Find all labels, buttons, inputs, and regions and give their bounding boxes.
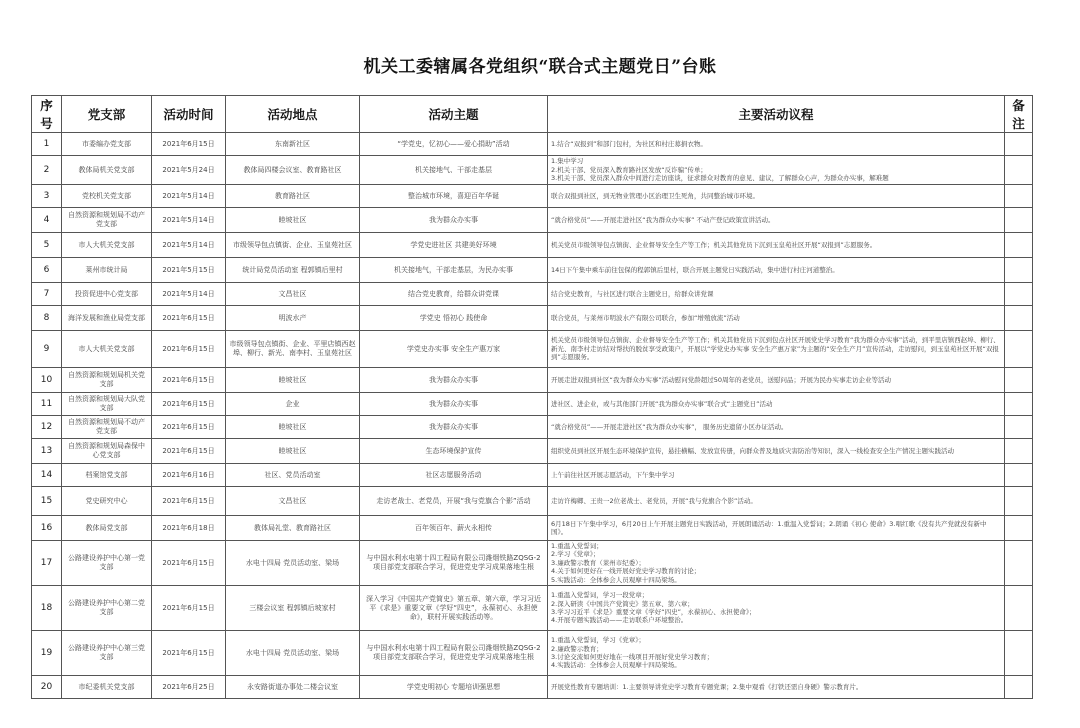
agenda-line: 1.重温入党誓词，学习《党章》；: [551, 636, 645, 645]
cell-agenda: [548, 676, 1005, 699]
cell-branch: 教体局党支部: [62, 516, 152, 541]
cell-agenda: [548, 586, 1005, 631]
cell-theme: 学党史明初心 专题培训强思想: [360, 676, 548, 699]
cell-agenda: [548, 331, 1005, 368]
agenda-line: 组织党员到社区开展生态环境保护宣传，悬挂横幅、发放宣传册，向群众普及地质灾害防治等知识，深入一线检查安全生产情况主题实践活动: [551, 446, 954, 455]
cell-theme: 机关接地气、干部走基层: [360, 156, 548, 185]
cell-remark: [1005, 331, 1033, 368]
cell-place: 明波水产: [226, 306, 360, 331]
cell-branch: 自然资源和规划局不动产党支部: [62, 208, 152, 233]
cell-time: 2021年6月15日: [152, 331, 226, 368]
cell-remark: [1005, 283, 1033, 306]
cell-remark: [1005, 133, 1033, 156]
cell-branch: 海洋发展和渔业局党支部: [62, 306, 152, 331]
agenda-line: 5.实践活动：全体参会人员观摩十四局梁场。: [551, 575, 681, 584]
cell-seq: 14: [32, 464, 62, 487]
agenda-line: 1.结合“双报到”和部门包村，为社区和村庄募捐衣物。: [551, 139, 707, 148]
agenda-line: 3.机关干部、党员深入群众中间进行走访座谈，征求群众对教育的意见、建议，了解群众心声，为群众办实事，解难题: [551, 174, 889, 183]
table-row: [32, 306, 1033, 331]
cell-theme: 学党史办实事 安全生产惠万家: [360, 331, 548, 368]
cell-theme: 我为群众办实事: [360, 393, 548, 416]
page-title: 机关工委辖属各党组织“联合式主题党日”台账: [363, 57, 717, 77]
cell-remark: [1005, 306, 1033, 331]
cell-remark: [1005, 541, 1033, 586]
cell-agenda: [548, 258, 1005, 283]
cell-remark: [1005, 156, 1033, 185]
agenda-line: 2.深入研读《中国共产党简史》第五章、第六章；: [551, 599, 694, 608]
cell-remark: [1005, 393, 1033, 416]
cell-branch: 投资促进中心党支部: [62, 283, 152, 306]
cell-agenda: [548, 631, 1005, 676]
cell-place: 睦坡社区: [226, 208, 360, 233]
cell-time: 2021年6月15日: [152, 586, 226, 631]
table-row: [32, 541, 1033, 586]
agenda-line: “就合格党员”——开展走进社区“我为群众办实事”， 服务历史遗留小区办证活动。: [551, 422, 788, 431]
agenda-line: 进社区、进企业，或与其他部门开展“我为群众办实事”联合式“主题党日”活动: [551, 399, 773, 408]
cell-theme: 学党史进社区 共建美好环境: [360, 233, 548, 258]
ledger-table: [31, 95, 1033, 699]
cell-seq: 3: [32, 185, 62, 208]
cell-time: 2021年6月18日: [152, 516, 226, 541]
table-row: [32, 393, 1033, 416]
cell-time: 2021年5月24日: [152, 156, 226, 185]
cell-theme: 生态环境保护宣传: [360, 439, 548, 464]
cell-place: 统计局党员活动室 程郭镇后里村: [226, 258, 360, 283]
cell-seq: 6: [32, 258, 62, 283]
cell-time: 2021年5月14日: [152, 233, 226, 258]
cell-seq: 17: [32, 541, 62, 586]
cell-time: 2021年5月14日: [152, 283, 226, 306]
cell-agenda: [548, 393, 1005, 416]
cell-place: 市级领导包点镇街、企业、玉皇苑社区: [226, 233, 360, 258]
cell-place: 文昌社区: [226, 283, 360, 306]
header-remark: 备注: [1005, 96, 1033, 133]
table-row: [32, 439, 1033, 464]
cell-time: 2021年5月14日: [152, 185, 226, 208]
cell-seq: 8: [32, 306, 62, 331]
cell-agenda: [548, 439, 1005, 464]
cell-remark: [1005, 464, 1033, 487]
cell-theme: 机关接地气，干部走基层，为民办实事: [360, 258, 548, 283]
cell-seq: 9: [32, 331, 62, 368]
cell-branch: 市纪委机关党支部: [62, 676, 152, 699]
cell-seq: 20: [32, 676, 62, 699]
cell-place: 三楼会议室 程郭镇后坡家村: [226, 586, 360, 631]
cell-agenda: [548, 541, 1005, 586]
cell-theme: 深入学习《中国共产党简史》第五章、第六章，学习习近平《求是》重要文章《学好“四史”，永葆初心、永担使命》，联村开展实践活动等。: [360, 586, 548, 631]
cell-seq: 16: [32, 516, 62, 541]
agenda-line: 6月18日下午集中学习，6月20日上午开展主题党日实践活动，开展朗诵活动：1.重温入党誓词；2.朗诵《初心 使命》3.唱红歌《没有共产党就没有新中国》。: [551, 519, 987, 536]
cell-time: 2021年6月15日: [152, 541, 226, 586]
cell-remark: [1005, 439, 1033, 464]
agenda-line: 4.实践活动：全体参会人员观摩十四局梁场。: [551, 661, 681, 670]
header-place: 活动地点: [226, 96, 360, 133]
table-row: [32, 258, 1033, 283]
agenda-line: 联合双报到社区，到无物业管理小区治理卫生死角，共同整治城市环境。: [551, 191, 759, 200]
cell-branch: 莱州市统计局: [62, 258, 152, 283]
cell-place: 社区、党员活动室: [226, 464, 360, 487]
cell-theme: 社区志愿服务活动: [360, 464, 548, 487]
cell-seq: 5: [32, 233, 62, 258]
cell-remark: [1005, 676, 1033, 699]
cell-theme: 我为群众办实事: [360, 368, 548, 393]
cell-remark: [1005, 487, 1033, 516]
cell-theme: “学党史，忆初心——爱心捐助”活动: [360, 133, 548, 156]
cell-time: 2021年6月15日: [152, 133, 226, 156]
agenda-line: 2.机关干部、党员深入教育路社区发放“反诈骗”传单；: [551, 165, 707, 174]
cell-place: 水电十四局 党员活动室、梁场: [226, 631, 360, 676]
agenda-line: 3.学习习近平《求是》重要文章《学好“四史”，永葆初心、永担使命》；: [551, 608, 756, 616]
agenda-line: 2.廉政警示教育；: [551, 644, 603, 653]
cell-branch: 公路建设养护中心第一党支部: [62, 541, 152, 586]
cell-seq: 1: [32, 133, 62, 156]
cell-theme: 结合党史教育，给群众讲党课: [360, 283, 548, 306]
cell-agenda: [548, 233, 1005, 258]
table-row: [32, 676, 1033, 699]
agenda-line: 开展党性教育专题培训：1.主要领导讲党史学习教育专题党课；2.集中观看《打铁还需自身硬》警示教育片。: [551, 682, 863, 691]
cell-branch: 市人大机关党支部: [62, 233, 152, 258]
table-row: [32, 283, 1033, 306]
agenda-line: 3.廉政警示教育（莱州市纪委）；: [551, 558, 645, 567]
cell-agenda: [548, 133, 1005, 156]
cell-remark: [1005, 631, 1033, 676]
cell-theme: 学党史 悟初心 践使命: [360, 306, 548, 331]
cell-agenda: [548, 283, 1005, 306]
cell-seq: 10: [32, 368, 62, 393]
cell-seq: 4: [32, 208, 62, 233]
agenda-line: 机关党员市级领导包点镇街、企业督导安全生产等工作；机关其他党员下沉到玉皇苑社区开展“双报到”志愿服务。: [551, 240, 877, 249]
ledger-body: [32, 133, 1033, 699]
agenda-line: 上午前往社区开展志愿活动，下午集中学习: [551, 470, 675, 479]
cell-theme: 我为群众办实事: [360, 416, 548, 439]
cell-place: 永安路街道办事处二楼会议室: [226, 676, 360, 699]
cell-agenda: [548, 208, 1005, 233]
cell-remark: [1005, 185, 1033, 208]
cell-remark: [1005, 368, 1033, 393]
cell-seq: 13: [32, 439, 62, 464]
cell-seq: 19: [32, 631, 62, 676]
header-agenda: 主要活动议程: [548, 96, 1005, 133]
table-row: [32, 464, 1033, 487]
table-row: [32, 516, 1033, 541]
cell-time: 2021年6月25日: [152, 676, 226, 699]
cell-place: 教体局礼堂、教育路社区: [226, 516, 360, 541]
header-branch: 党支部: [62, 96, 152, 133]
table-row: [32, 368, 1033, 393]
agenda-line: 1.重温入党誓词，学习一段党章；: [551, 591, 649, 600]
cell-seq: 15: [32, 487, 62, 516]
table-row: [32, 487, 1033, 516]
cell-theme: 与中国水利水电第十四工程局有限公司潍烟铁路ZQSG-2项目部党支部联合学习，促进党史学习成果落地生根: [360, 631, 548, 676]
agenda-line: 14日下午集中乘车前往包保的程郭镇后里村，联合开展主题党日实践活动，集中进行村庄河道整治。: [551, 265, 839, 274]
cell-theme: 百年领百年、薪火永相传: [360, 516, 548, 541]
cell-agenda: [548, 516, 1005, 541]
cell-agenda: [548, 487, 1005, 516]
cell-time: 2021年5月14日: [152, 208, 226, 233]
table-row: [32, 133, 1033, 156]
table-row: [32, 185, 1033, 208]
table-row: [32, 156, 1033, 185]
table-row: [32, 331, 1033, 368]
cell-time: 2021年6月15日: [152, 393, 226, 416]
table-row: [32, 233, 1033, 258]
cell-seq: 12: [32, 416, 62, 439]
agenda-line: 4.开展专题实践活动——走访联系户环境整治。: [551, 616, 688, 625]
cell-agenda: [548, 416, 1005, 439]
cell-remark: [1005, 258, 1033, 283]
table-row: [32, 208, 1033, 233]
cell-agenda: [548, 306, 1005, 331]
cell-theme: 整治城市环境，喜迎百年华诞: [360, 185, 548, 208]
cell-remark: [1005, 208, 1033, 233]
cell-place: 企业: [226, 393, 360, 416]
cell-time: 2021年6月16日: [152, 464, 226, 487]
agenda-line: 1.重温入党誓词；: [551, 541, 603, 550]
agenda-line: 联合党员，与莱州市明波水产有限公司联合，参加“增殖放流”活动: [551, 313, 740, 322]
cell-seq: 11: [32, 393, 62, 416]
cell-place: 市级领导包点镇街、企业、平里店镇西赵埠、柳行、新光、南李村、玉皇苑社区: [226, 331, 360, 368]
cell-branch: 公路建设养护中心第二党支部: [62, 586, 152, 631]
cell-place: 水电十四局 党员活动室、梁场: [226, 541, 360, 586]
cell-time: 2021年6月15日: [152, 631, 226, 676]
cell-place: 教体局四楼会议室、教育路社区: [226, 156, 360, 185]
cell-seq: 18: [32, 586, 62, 631]
cell-remark: [1005, 516, 1033, 541]
header-row: [32, 96, 1033, 133]
cell-place: 东南新社区: [226, 133, 360, 156]
cell-remark: [1005, 233, 1033, 258]
table-row: [32, 416, 1033, 439]
agenda-line: 机关党员市级领导包点镇街、企业督导安全生产等工作；机关其他党员下沉到包点社区开展党史学习教育“我为群众办实事”活动，到平里店镇西赵埠、柳行、新光、南李村走访结对帮扶的脱贫享受政策户，开展以“学党史办实事 安全生产惠万家”为主题的“安全生产月”宣传活动，走访慰问，到玉皇苑社区开展“双报到”志愿服务。: [551, 336, 1000, 362]
cell-agenda: [548, 368, 1005, 393]
cell-branch: 自然资源和规划局大队党支部: [62, 393, 152, 416]
agenda-line: 结合党史教育，与社区进行联合主题党日，给群众讲党课: [551, 289, 714, 298]
cell-time: 2021年6月15日: [152, 368, 226, 393]
cell-time: 2021年6月15日: [152, 487, 226, 516]
cell-branch: 自然资源和规划局机关党支部: [62, 368, 152, 393]
header-theme: 活动主题: [360, 96, 548, 133]
cell-seq: 7: [32, 283, 62, 306]
cell-branch: 档案馆党支部: [62, 464, 152, 487]
cell-agenda: [548, 185, 1005, 208]
agenda-line: 3.讨论交流如何更好地在一线项目开展好党史学习教育；: [551, 653, 714, 661]
cell-remark: [1005, 586, 1033, 631]
cell-branch: 市人大机关党支部: [62, 331, 152, 368]
header-seq: 序号: [32, 96, 62, 133]
cell-theme: 与中国水利水电第十四工程局有限公司潍烟铁路ZQSG-2项目部党支部联合学习，促进党史学习成果落地生根: [360, 541, 548, 586]
cell-place: 睦坡社区: [226, 416, 360, 439]
cell-place: 睦坡社区: [226, 439, 360, 464]
agenda-line: “就合格党员”——开展走进社区“我为群众办实事” 不动产登记政策宣讲活动。: [551, 215, 775, 224]
agenda-line: 1.集中学习: [551, 157, 584, 166]
agenda-line: 走访许梅卿、王贵一2位老战士、老党员，开展“我与党旗合个影”活动。: [551, 496, 757, 505]
cell-agenda: [548, 156, 1005, 185]
cell-branch: 教体局机关党支部: [62, 156, 152, 185]
cell-place: 睦坡社区: [226, 368, 360, 393]
cell-branch: 市委编办党支部: [62, 133, 152, 156]
cell-place: 文昌社区: [226, 487, 360, 516]
agenda-line: 开展走进双报到社区“我为群众办实事”活动慰问党龄超过50周年的老党员，送慰问品；开展为民办实事走访企业等活动: [551, 375, 892, 384]
agenda-line: 4.关于如何更好在一线开展好党史学习教育的讨论；: [551, 567, 701, 576]
cell-theme: 我为群众办实事: [360, 208, 548, 233]
cell-agenda: [548, 464, 1005, 487]
cell-theme: 走访老战士、老党员，开展“我与党旗合个影”活动: [360, 487, 548, 516]
table-row: [32, 631, 1033, 676]
cell-branch: 党校机关党支部: [62, 185, 152, 208]
cell-time: 2021年5月15日: [152, 258, 226, 283]
header-time: 活动时间: [152, 96, 226, 133]
cell-remark: [1005, 416, 1033, 439]
cell-place: 教育路社区: [226, 185, 360, 208]
cell-branch: 自然资源和规划局森保中心党支部: [62, 439, 152, 464]
cell-branch: 自然资源和规划局不动产党支部: [62, 416, 152, 439]
cell-time: 2021年6月15日: [152, 306, 226, 331]
cell-seq: 2: [32, 156, 62, 185]
cell-branch: 党史研究中心: [62, 487, 152, 516]
table-row: [32, 586, 1033, 631]
cell-time: 2021年6月15日: [152, 439, 226, 464]
cell-branch: 公路建设养护中心第三党支部: [62, 631, 152, 676]
agenda-line: 2.学习《党章》；: [551, 550, 600, 559]
cell-time: 2021年6月15日: [152, 416, 226, 439]
